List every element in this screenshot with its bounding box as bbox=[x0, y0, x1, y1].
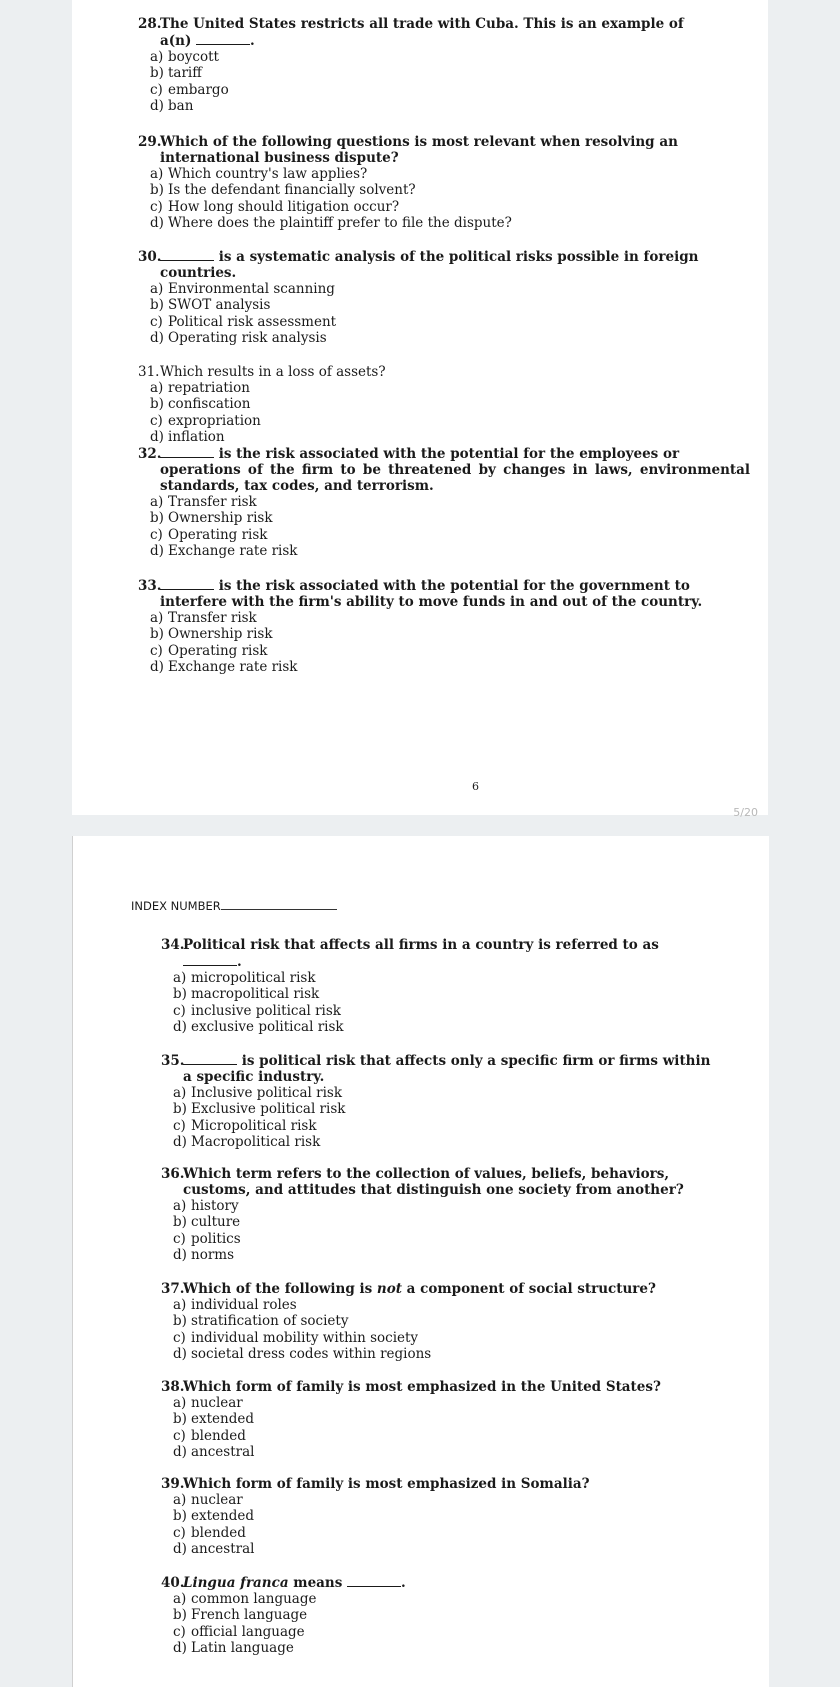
question-31 bbox=[138, 364, 750, 445]
option bbox=[150, 182, 750, 198]
option-letter: c) bbox=[173, 1117, 186, 1134]
option-text: micropolitical risk bbox=[191, 970, 316, 986]
question-number: 31. bbox=[138, 364, 160, 380]
option bbox=[173, 1624, 751, 1640]
question-text: Which form of family is most emphasized in the United States? bbox=[183, 1379, 661, 1395]
option bbox=[150, 659, 750, 675]
option-letter: b) bbox=[150, 297, 164, 314]
question-text: Which term refers to the collection of values, beliefs, behaviors, bbox=[183, 1166, 670, 1182]
question-stem bbox=[161, 1052, 751, 1085]
option-text: extended bbox=[191, 1508, 254, 1525]
option-text: culture bbox=[191, 1214, 241, 1231]
question-stem bbox=[138, 248, 750, 281]
question-36 bbox=[161, 1166, 751, 1263]
question-stem bbox=[138, 364, 750, 380]
option-letter: c) bbox=[173, 1230, 186, 1247]
option bbox=[150, 65, 750, 81]
option-text: politics bbox=[191, 1230, 241, 1247]
question-number: 28. bbox=[138, 16, 162, 32]
index-number-line bbox=[221, 909, 337, 910]
question-emphasis: Lingua franca bbox=[183, 1575, 289, 1591]
option-letter: a) bbox=[150, 610, 164, 626]
question-text-cont: a(n) bbox=[160, 33, 192, 49]
question-30 bbox=[138, 248, 750, 346]
question-number: 33. bbox=[138, 578, 162, 594]
question-text: Political risk that affects all firms in a country is referred to as bbox=[183, 937, 659, 953]
option bbox=[150, 49, 750, 65]
option bbox=[173, 1607, 751, 1623]
options-list bbox=[161, 970, 751, 1035]
option bbox=[150, 510, 750, 526]
option-letter: c) bbox=[150, 642, 163, 659]
option bbox=[173, 1346, 751, 1362]
option-letter: a) bbox=[150, 380, 164, 396]
question-number: 34. bbox=[161, 937, 185, 953]
options-list bbox=[138, 380, 750, 445]
option-text: Macropolitical risk bbox=[191, 1133, 321, 1150]
option-text: Exclusive political risk bbox=[191, 1101, 346, 1118]
question-text: Which results in a loss of assets? bbox=[160, 364, 386, 380]
option bbox=[173, 1214, 751, 1230]
option-letter: b) bbox=[173, 986, 187, 1003]
question-text: means bbox=[293, 1575, 343, 1591]
option bbox=[150, 494, 750, 510]
question-stem bbox=[138, 577, 750, 610]
option-letter: d) bbox=[150, 428, 164, 445]
option-text: extended bbox=[191, 1411, 254, 1428]
option-text: Which country's law applies? bbox=[168, 166, 368, 182]
option-text: norms bbox=[191, 1246, 235, 1263]
option bbox=[173, 1198, 751, 1214]
option bbox=[150, 396, 750, 412]
option bbox=[173, 1101, 751, 1117]
option-text: official language bbox=[191, 1623, 305, 1640]
question-text: The United States restricts all trade with Cuba. This is an example of bbox=[160, 16, 684, 32]
option-letter: c) bbox=[173, 1524, 186, 1541]
question-stem bbox=[138, 134, 750, 166]
options-list bbox=[138, 610, 750, 675]
option bbox=[173, 1508, 751, 1524]
answer-blank bbox=[183, 1052, 237, 1065]
option bbox=[173, 970, 751, 986]
option-text: Ownership risk bbox=[168, 510, 273, 527]
question-number: 30. bbox=[138, 249, 162, 265]
question-text-cont: operations of the firm to be threatened by changes in laws, environmental standards, tax codes, and terrorism. bbox=[160, 462, 750, 494]
option-text: societal dress codes within regions bbox=[191, 1345, 432, 1362]
question-number: 35. bbox=[161, 1053, 185, 1069]
option-letter: b) bbox=[173, 1508, 187, 1525]
option-text: Where does the plaintiff prefer to file the dispute? bbox=[168, 214, 512, 231]
question-text: is political risk that affects only a specific firm or firms within bbox=[241, 1053, 711, 1069]
option bbox=[150, 643, 750, 659]
option-letter: a) bbox=[173, 1395, 187, 1411]
option-letter: b) bbox=[173, 1411, 187, 1428]
option bbox=[173, 1411, 751, 1427]
option-text: Ownership risk bbox=[168, 626, 273, 643]
option-text: individual mobility within society bbox=[191, 1329, 419, 1346]
question-number: 40. bbox=[161, 1575, 185, 1591]
question-stem bbox=[161, 1574, 751, 1591]
option-letter: c) bbox=[173, 1002, 186, 1019]
question-text: Which of the following is bbox=[183, 1281, 373, 1297]
option-letter: a) bbox=[173, 1591, 187, 1607]
option bbox=[173, 1330, 751, 1346]
option-text: stratification of society bbox=[191, 1313, 349, 1330]
option-text: SWOT analysis bbox=[168, 297, 271, 314]
question-stem bbox=[138, 16, 750, 49]
option-letter: b) bbox=[173, 1607, 187, 1624]
option-text: Operating risk analysis bbox=[168, 329, 327, 346]
option-text: How long should litigation occur? bbox=[168, 198, 400, 215]
option bbox=[173, 1428, 751, 1444]
option-letter: d) bbox=[173, 1540, 187, 1557]
option-letter: b) bbox=[173, 1101, 187, 1118]
options-list bbox=[161, 1198, 751, 1263]
option-letter: b) bbox=[173, 1313, 187, 1330]
page-number: 6 bbox=[472, 780, 479, 793]
question-stem bbox=[161, 1281, 751, 1297]
option bbox=[173, 1640, 751, 1656]
question-stem bbox=[161, 1379, 751, 1395]
option bbox=[150, 82, 750, 98]
options-list bbox=[161, 1085, 751, 1150]
option bbox=[150, 610, 750, 626]
question-number: 39. bbox=[161, 1476, 185, 1492]
option-text: individual roles bbox=[191, 1297, 297, 1313]
question-text-cont: customs, and attitudes that distinguish one society from another? bbox=[183, 1182, 684, 1198]
option bbox=[150, 314, 750, 330]
option-text: Operating risk bbox=[168, 526, 268, 543]
option-text: expropriation bbox=[168, 412, 261, 429]
question-stem bbox=[161, 937, 751, 970]
option-text: exclusive political risk bbox=[191, 1018, 344, 1035]
option-letter: c) bbox=[150, 81, 163, 98]
options-list bbox=[138, 494, 750, 559]
question-32 bbox=[138, 445, 750, 559]
option-letter: a) bbox=[173, 970, 187, 986]
question-39 bbox=[161, 1476, 751, 1557]
question-text: Which of the following questions is most relevant when resolving an bbox=[160, 134, 678, 150]
question-stem bbox=[138, 445, 750, 494]
option-letter: a) bbox=[150, 281, 164, 297]
option-letter: d) bbox=[173, 1345, 187, 1362]
option-letter: b) bbox=[173, 1214, 187, 1231]
option bbox=[150, 215, 750, 231]
answer-blank bbox=[160, 445, 214, 458]
option-letter: a) bbox=[173, 1297, 187, 1313]
question-emphasis: not bbox=[376, 1281, 402, 1297]
option-text: Exchange rate risk bbox=[168, 542, 298, 559]
option bbox=[173, 1247, 751, 1263]
option-text: Is the defendant financially solvent? bbox=[168, 182, 416, 199]
question-stem bbox=[161, 1476, 751, 1492]
option-text: history bbox=[191, 1198, 239, 1214]
option bbox=[150, 199, 750, 215]
option-text: ancestral bbox=[191, 1443, 255, 1460]
option bbox=[173, 1085, 751, 1101]
option-letter: a) bbox=[150, 49, 164, 65]
option bbox=[173, 1591, 751, 1607]
question-stem bbox=[161, 1166, 751, 1198]
option-letter: d) bbox=[150, 658, 164, 675]
option-text: inclusive political risk bbox=[191, 1002, 341, 1019]
option bbox=[150, 626, 750, 642]
option bbox=[150, 281, 750, 297]
question-punct: . bbox=[237, 954, 242, 970]
option-letter: c) bbox=[150, 412, 163, 429]
option bbox=[150, 413, 750, 429]
option bbox=[173, 1444, 751, 1460]
options-list bbox=[161, 1395, 751, 1460]
option bbox=[150, 297, 750, 313]
options-list bbox=[138, 49, 750, 114]
question-number: 36. bbox=[161, 1166, 185, 1182]
option-text: Exchange rate risk bbox=[168, 658, 298, 675]
option-text: boycott bbox=[168, 49, 219, 65]
question-text-cont: countries. bbox=[160, 265, 237, 281]
answer-blank bbox=[160, 248, 214, 261]
option-letter: a) bbox=[173, 1492, 187, 1508]
option bbox=[173, 1231, 751, 1247]
option bbox=[173, 1134, 751, 1150]
question-punct: . bbox=[250, 33, 255, 49]
option bbox=[173, 1313, 751, 1329]
options-list bbox=[161, 1591, 751, 1656]
option bbox=[173, 1541, 751, 1557]
question-number: 32. bbox=[138, 446, 162, 462]
question-38 bbox=[161, 1379, 751, 1460]
question-text: is a systematic analysis of the political risks possible in foreign bbox=[218, 249, 699, 265]
option-text: ban bbox=[168, 97, 194, 114]
question-text-2: a component of social structure? bbox=[406, 1281, 656, 1297]
question-28 bbox=[138, 16, 750, 114]
option-text: Transfer risk bbox=[168, 494, 257, 510]
question-number: 37. bbox=[161, 1281, 185, 1297]
option-letter: a) bbox=[150, 166, 164, 182]
question-34 bbox=[161, 937, 751, 1035]
option bbox=[150, 429, 750, 445]
option bbox=[173, 1019, 751, 1035]
option-letter: d) bbox=[150, 542, 164, 559]
question-number: 29. bbox=[138, 134, 162, 150]
option bbox=[173, 1525, 751, 1541]
option-text: embargo bbox=[168, 81, 229, 98]
option-text: confiscation bbox=[168, 396, 251, 413]
question-text: is the risk associated with the potential for the government to bbox=[218, 578, 690, 594]
option bbox=[173, 1003, 751, 1019]
question-29 bbox=[138, 134, 750, 231]
option-letter: a) bbox=[173, 1198, 187, 1214]
option bbox=[150, 166, 750, 182]
answer-blank bbox=[196, 32, 250, 45]
answer-blank bbox=[347, 1574, 401, 1587]
options-list bbox=[138, 166, 750, 231]
option-text: Latin language bbox=[191, 1639, 294, 1656]
index-number-label: INDEX NUMBER bbox=[131, 899, 221, 913]
question-text-cont: a specific industry. bbox=[183, 1069, 325, 1085]
option bbox=[150, 330, 750, 346]
option-text: tariff bbox=[168, 65, 202, 82]
option-text: Environmental scanning bbox=[168, 281, 335, 297]
option bbox=[150, 543, 750, 559]
option bbox=[150, 380, 750, 396]
option-letter: d) bbox=[150, 97, 164, 114]
option-letter: b) bbox=[150, 396, 164, 413]
option-letter: d) bbox=[173, 1443, 187, 1460]
option-text: Political risk assessment bbox=[168, 313, 337, 330]
option bbox=[150, 98, 750, 114]
question-text: Which form of family is most emphasized in Somalia? bbox=[183, 1476, 590, 1492]
option-letter: d) bbox=[150, 214, 164, 231]
option-letter: c) bbox=[173, 1623, 186, 1640]
question-text: is the risk associated with the potential for the employees or bbox=[218, 446, 680, 462]
question-text-cont: interfere with the firm's ability to move funds in and out of the country. bbox=[160, 594, 703, 610]
option-text: repatriation bbox=[168, 380, 250, 396]
answer-blank bbox=[160, 577, 214, 590]
option-letter: d) bbox=[173, 1246, 187, 1263]
options-list bbox=[161, 1297, 751, 1362]
option-text: common language bbox=[191, 1591, 317, 1607]
option-letter: d) bbox=[173, 1133, 187, 1150]
option-letter: b) bbox=[150, 65, 164, 82]
option-text: macropolitical risk bbox=[191, 986, 320, 1003]
exam-page-7 bbox=[72, 836, 769, 1687]
option-letter: c) bbox=[150, 526, 163, 543]
option-text: Micropolitical risk bbox=[191, 1117, 317, 1134]
option-text: French language bbox=[191, 1607, 308, 1624]
question-text-cont: international business dispute? bbox=[160, 150, 399, 166]
option-letter: c) bbox=[150, 313, 163, 330]
option-text: ancestral bbox=[191, 1540, 255, 1557]
option-text: nuclear bbox=[191, 1492, 243, 1508]
page-counter: 5/20 bbox=[733, 806, 758, 819]
option-text: nuclear bbox=[191, 1395, 243, 1411]
question-37 bbox=[161, 1281, 751, 1362]
index-number-field bbox=[131, 899, 337, 913]
option-text: inflation bbox=[168, 428, 225, 445]
option-letter: a) bbox=[150, 494, 164, 510]
option bbox=[173, 1297, 751, 1313]
exam-page-6 bbox=[72, 0, 768, 819]
question-number: 38. bbox=[161, 1379, 185, 1395]
option-letter: a) bbox=[173, 1085, 187, 1101]
option-letter: d) bbox=[173, 1018, 187, 1035]
question-40 bbox=[161, 1574, 751, 1656]
question-33 bbox=[138, 577, 750, 675]
question-35 bbox=[161, 1052, 751, 1150]
option-text: Transfer risk bbox=[168, 610, 257, 626]
option-text: blended bbox=[191, 1524, 246, 1541]
option-text: blended bbox=[191, 1427, 246, 1444]
option-letter: b) bbox=[150, 510, 164, 527]
question-punct: . bbox=[401, 1575, 406, 1591]
option-letter: b) bbox=[150, 182, 164, 199]
options-list bbox=[161, 1492, 751, 1557]
option bbox=[173, 1492, 751, 1508]
answer-blank bbox=[183, 953, 237, 966]
option bbox=[173, 986, 751, 1002]
option-letter: c) bbox=[150, 198, 163, 215]
option-letter: c) bbox=[173, 1427, 186, 1444]
option bbox=[150, 527, 750, 543]
option-text: Inclusive political risk bbox=[191, 1085, 342, 1101]
options-list bbox=[138, 281, 750, 346]
option-letter: b) bbox=[150, 626, 164, 643]
option-text: Operating risk bbox=[168, 642, 268, 659]
option-letter: c) bbox=[173, 1329, 186, 1346]
option-letter: d) bbox=[150, 329, 164, 346]
option bbox=[173, 1118, 751, 1134]
option-letter: d) bbox=[173, 1639, 187, 1656]
option bbox=[173, 1395, 751, 1411]
